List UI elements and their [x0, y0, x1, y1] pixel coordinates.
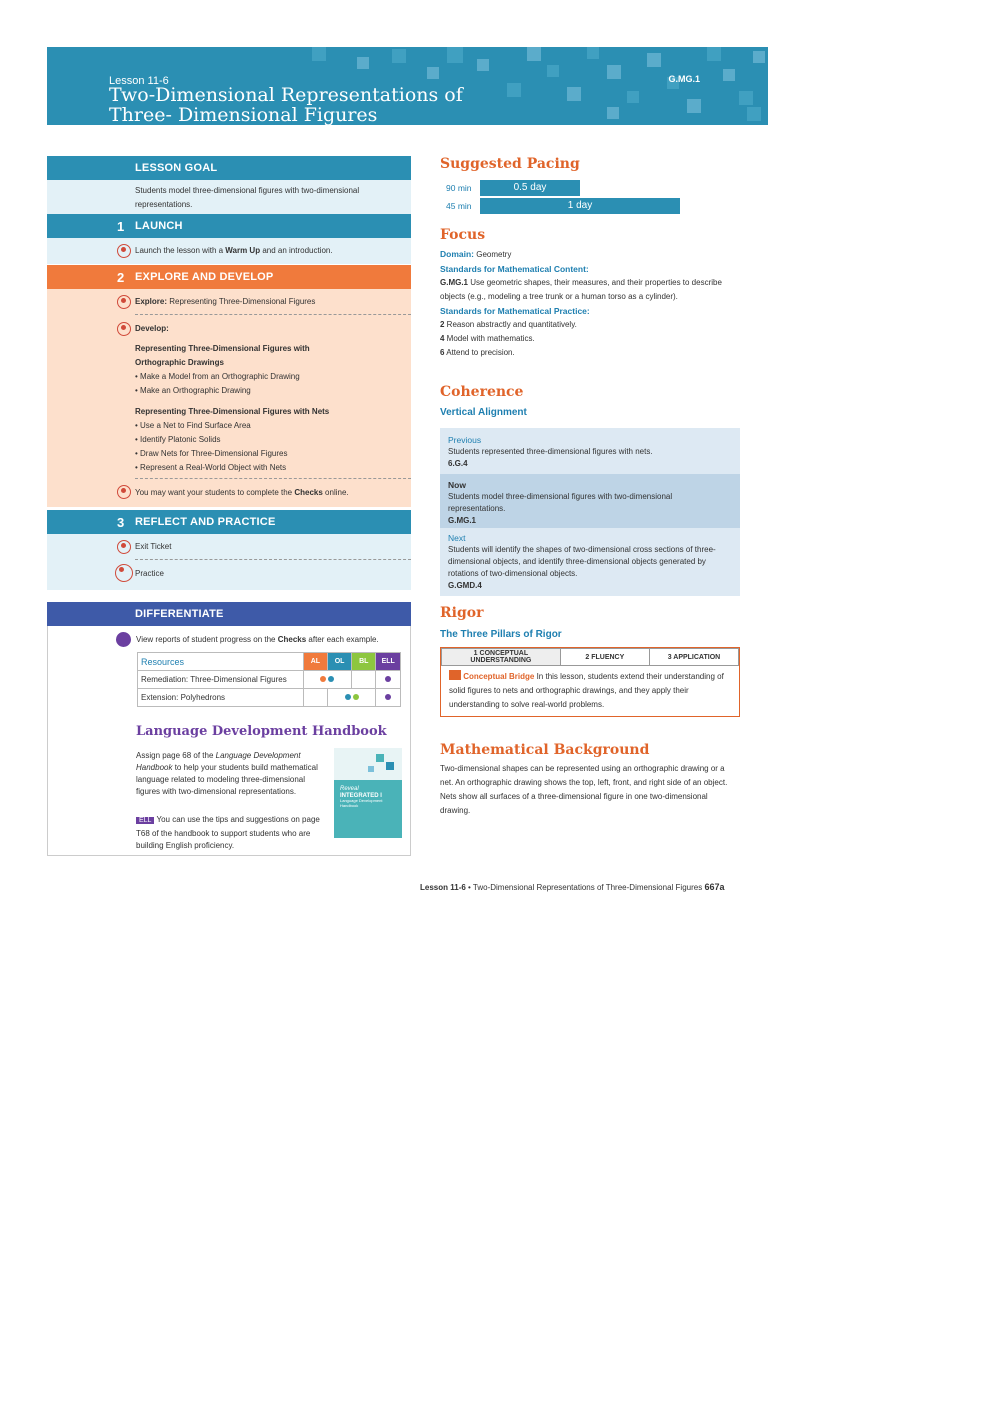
resources-table — [137, 652, 401, 707]
reflect-bar: 3 REFLECT AND PRACTICE — [47, 510, 411, 534]
level-bl: BL — [352, 653, 376, 671]
next-block: Next Students will identify the shapes of two-dimensional cross sections of three-dimensional objects, and identify three-dimensional objects generated by rotations of two-dimensional objects. G.GMD.4 — [448, 533, 716, 590]
rigor-col: 3 APPLICATION — [649, 649, 738, 666]
pacing-heading: Suggested Pacing — [440, 156, 580, 172]
rigor-col: 2 FLUENCY — [560, 649, 649, 666]
pacing-bar-90: 0.5 day — [480, 180, 580, 196]
group-icon — [117, 322, 131, 336]
level-al: AL — [303, 653, 327, 671]
page-footer: Lesson 11-6 • Two-Dimensional Representations of Three-Dimensional Figures 667a — [420, 882, 725, 892]
lesson-goal-text: Students model three-dimensional figures with two-dimensional representations. — [135, 186, 360, 209]
group2-title: Representing Three-Dimensional Figures with Nets — [135, 407, 330, 416]
chart-icon — [116, 632, 131, 647]
group-icon — [117, 540, 131, 554]
background-heading: Mathematical Background — [440, 742, 650, 758]
list-item: • Represent a Real-World Object with Nets — [135, 463, 287, 472]
lesson-number: Lesson 11-6 — [109, 75, 169, 87]
rigor-text: Conceptual Bridge In this lesson, students extend their understanding of solid figures to nets and orthographic drawings, and they apply their understanding to solve real-world problems. — [449, 672, 724, 709]
vertical-alignment — [440, 428, 740, 604]
explore-bar: 2 EXPLORE AND DEVELOP — [47, 265, 411, 289]
previous-block: Previous Students represented three-dimensional figures with nets. 6.G.4 — [448, 435, 653, 468]
group1-list — [135, 370, 300, 398]
differentiate-text: View reports of student progress on the Checks after each example. — [136, 635, 379, 644]
group2-list — [135, 419, 287, 475]
practice-item: 4 Model with mathematics. — [440, 334, 535, 343]
table-row: Extension: Polyhedrons — [138, 689, 401, 707]
group-icon — [117, 244, 131, 258]
bridge-icon — [449, 670, 461, 680]
page-title: Two-Dimensional Representations of Three- Dimensional Figures — [109, 84, 463, 125]
practice: Practice — [135, 569, 164, 578]
focus-body: Domain: Geometry Standards for Mathematical Content: G.MG.1 Use geometric shapes, their measures, and their properties to describe objects (e.g., modeling a tree trunk or a human torso as a cylinder). Standards for Mathematical Practice: 2 Reason abstractly and quantitatively. 4 Model with mathematics. 6 Attend to precision. — [440, 247, 736, 360]
divider — [135, 314, 411, 315]
header-banner — [47, 47, 768, 125]
list-item: • Draw Nets for Three-Dimensional Figures — [135, 449, 288, 458]
group-icon — [117, 295, 131, 309]
group1-title: Representing Three-Dimensional Figures with Orthographic Drawings — [135, 344, 310, 367]
handbook-cover: Reveal INTEGRATED I Language Development Handbook — [334, 748, 402, 838]
lesson-goal-panel — [47, 180, 411, 214]
person-icon — [117, 485, 131, 499]
launch-text: Launch the lesson with a Warm Up and an introduction. — [135, 246, 333, 255]
focus-heading: Focus — [440, 227, 486, 243]
explore-panel — [47, 289, 411, 507]
coherence-sub: Vertical Alignment — [440, 407, 527, 418]
explore-text: Explore: Representing Three-Dimensional Figures — [135, 297, 316, 306]
reflect-panel — [47, 534, 411, 590]
practice-item: 2 Reason abstractly and quantitatively. — [440, 320, 577, 329]
level-ell: ELL — [376, 653, 401, 671]
resources-header: Resources — [138, 653, 304, 671]
table-row: Remediation: Three-Dimensional Figures — [138, 671, 401, 689]
now-block: Now Students model three-dimensional figures with two-dimensional representations. G.MG.1 — [448, 480, 673, 525]
list-item: • Use a Net to Find Surface Area — [135, 421, 251, 430]
launch-panel — [47, 238, 411, 264]
ell-badge: ELL — [136, 817, 154, 824]
exit-ticket: Exit Ticket — [135, 542, 172, 551]
develop-label: Develop: — [135, 324, 169, 333]
practice-icon — [115, 564, 133, 582]
rigor-box — [440, 647, 740, 717]
lesson-goal-bar: LESSON GOAL — [47, 156, 411, 180]
launch-bar: 1 LAUNCH — [47, 214, 411, 238]
practice-item: 6 Attend to precision. — [440, 348, 515, 357]
divider — [135, 478, 411, 479]
background-text: Two-dimensional shapes can be represented using an orthographic drawing or a net. An orthographic drawing shows the top, left, front, and right side of an object. Nets show all surfaces of a three-dimensional figure in one two-dimensional drawing. — [440, 764, 728, 815]
coherence-heading: Coherence — [440, 384, 524, 400]
pacing-bar-45: 1 day — [480, 198, 680, 214]
checks-text: You may want your students to complete the Checks online. — [135, 488, 349, 497]
differentiate-bar: DIFFERENTIATE — [47, 602, 411, 626]
pacing-label-90: 90 min — [446, 183, 472, 193]
differentiate-panel — [47, 626, 411, 856]
rigor-sub: The Three Pillars of Rigor — [440, 629, 562, 640]
pacing-label-45: 45 min — [446, 201, 472, 211]
level-ol: OL — [327, 653, 351, 671]
rigor-table — [441, 648, 739, 666]
rigor-col: 1 CONCEPTUAL UNDERSTANDING — [442, 649, 561, 666]
standard-code: G.MG.1 — [668, 74, 700, 84]
language-text: Assign page 68 of the Language Development Handbook to help your students build mathematical language related to modeling three-dimensional figures with two-dimensional representations. — [136, 751, 318, 796]
language-ell-text: ELL You can use the tips and suggestions on page T68 of the handbook to support students who are building English proficiency. — [136, 815, 320, 850]
list-item: • Make an Orthographic Drawing — [135, 386, 251, 395]
list-item: • Make a Model from an Orthographic Drawing — [135, 372, 300, 381]
language-heading: Language Development Handbook — [136, 724, 387, 739]
list-item: • Identify Platonic Solids — [135, 435, 221, 444]
rigor-heading: Rigor — [440, 605, 484, 621]
divider — [135, 559, 411, 560]
